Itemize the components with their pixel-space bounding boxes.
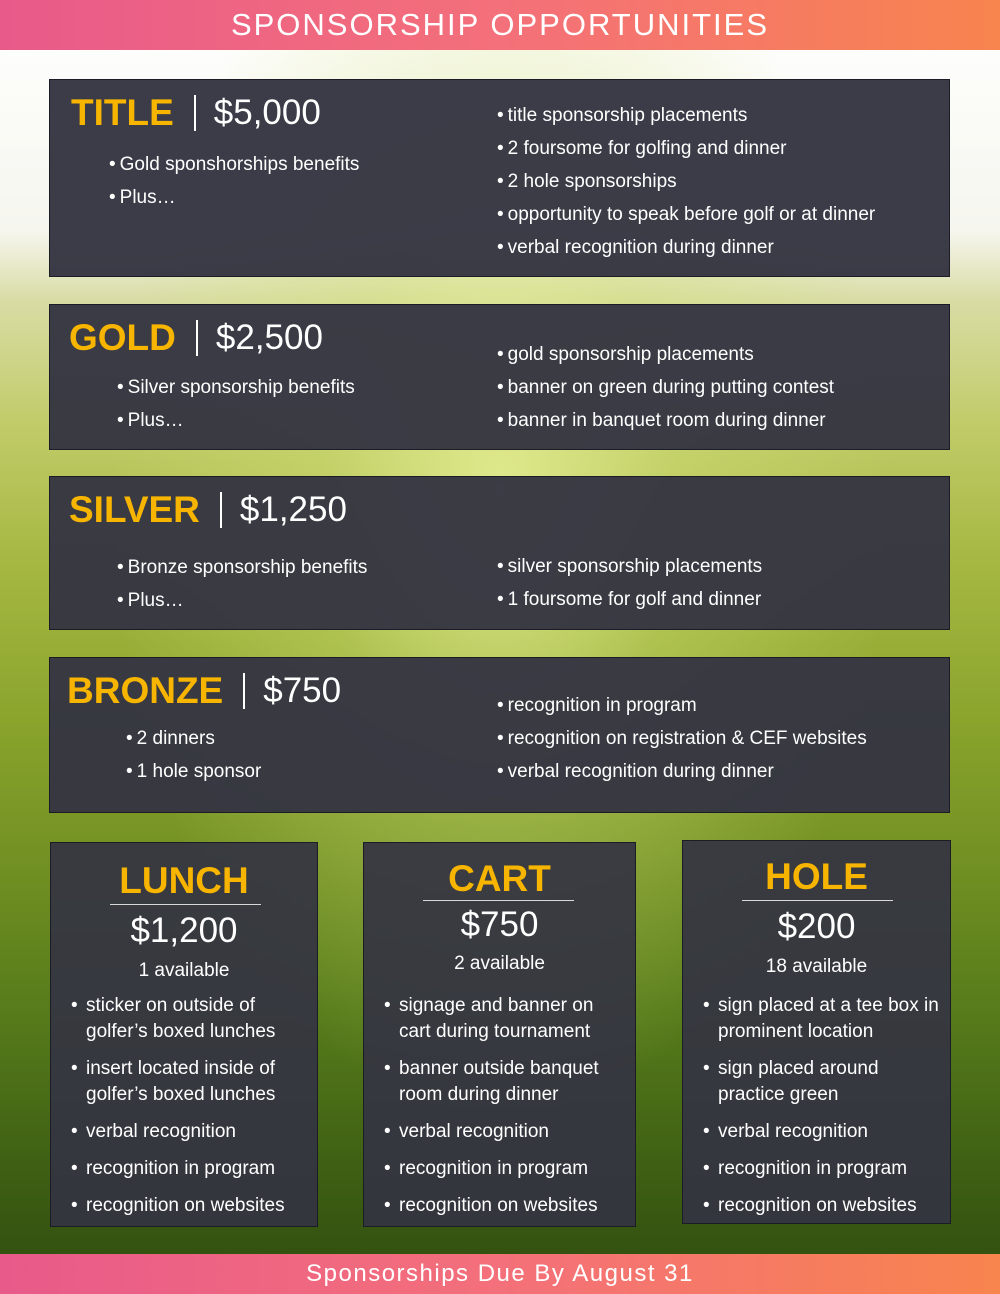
tier-left-list [126,722,261,788]
tier-right-list [497,338,834,437]
list-item: • silver sponsorship placements [497,550,762,583]
list-item: • Plus… [109,181,359,214]
list-item: • verbal recognition during dinner [497,755,867,788]
list-item: • gold sponsorship placements [497,338,834,371]
tier-name: BRONZE [67,670,224,711]
tier-name: TITLE [71,92,174,133]
tier-header [69,317,323,359]
list-item: • verbal recognition [384,1119,629,1145]
list-item: • sticker on outside of golfer’s boxed lunches [71,993,311,1045]
tier-name: GOLD [69,317,176,358]
tier-header [69,489,347,531]
list-item: • recognition on websites [71,1193,311,1219]
list-item: • 1 foursome for golf and dinner [497,583,762,616]
list-item: • 2 hole sponsorships [497,165,875,198]
divider [243,673,245,709]
divider [194,95,196,131]
card-price: $750 [460,905,539,944]
card-availability: 2 available [454,953,545,974]
card-benefits-list [384,993,629,1230]
tier-header [67,670,341,712]
list-item: • title sponsorship placements [497,99,875,132]
list-item: • sign placed at a tee box in prominent location [703,993,944,1045]
card-lunch [50,842,318,1227]
list-item: • banner in banquet room during dinner [497,404,834,437]
card-cart [363,842,636,1227]
list-item: • verbal recognition [703,1119,944,1145]
card-name: LUNCH [119,860,249,901]
list-item: • recognition in program [703,1156,944,1182]
tier-gold [49,304,950,450]
divider [110,904,261,905]
card-name: HOLE [765,856,868,897]
divider [220,492,222,528]
card-availability: 18 available [765,956,868,977]
tier-title [49,79,950,277]
divider [196,320,198,356]
card-price: $1,200 [130,911,238,950]
tier-price: $750 [263,671,342,710]
list-item: • verbal recognition [71,1119,311,1145]
list-item: • Plus… [117,584,367,617]
list-item: • 1 hole sponsor [126,755,261,788]
page-title: SPONSORSHIP OPPORTUNITIES [230,7,770,42]
tier-price: $2,500 [215,318,323,357]
card-hole [682,840,951,1224]
tier-price: $5,000 [213,93,321,132]
footer-banner [0,1254,1000,1294]
due-date-text: Sponsorships Due By August 31 [306,1260,694,1287]
list-item: • recognition on websites [703,1193,944,1219]
tier-bronze [49,657,950,813]
tier-right-list [497,550,762,616]
list-item: • sign placed around practice green [703,1056,944,1108]
header-banner [0,0,1000,50]
card-availability: 1 available [138,960,230,981]
list-item: • Bronze sponsorship benefits [117,551,367,584]
divider [423,900,574,901]
tier-silver [49,476,950,630]
tier-left-list [117,371,355,437]
card-price: $200 [777,907,856,946]
list-item: • signage and banner on cart during tournament [384,993,629,1045]
list-item: • recognition on registration & CEF websites [497,722,867,755]
list-item: • recognition in program [497,689,867,722]
tier-right-list [497,689,867,788]
list-item: • recognition in program [71,1156,311,1182]
tier-right-list [497,99,875,264]
list-item: • banner on green during putting contest [497,371,834,404]
list-item: • recognition in program [384,1156,629,1182]
list-item: • 2 dinners [126,722,261,755]
list-item: • verbal recognition during dinner [497,231,875,264]
tier-name: SILVER [69,489,200,530]
divider [742,900,893,901]
list-item: • Silver sponsorship benefits [117,371,355,404]
list-item: • insert located inside of golfer’s boxed lunches [71,1056,311,1108]
tier-header [71,92,321,134]
tier-price: $1,250 [239,490,347,529]
list-item: • banner outside banquet room during dinner [384,1056,629,1108]
tier-left-list [117,551,367,617]
list-item: • Gold sponshorships benefits [109,148,359,181]
card-benefits-list [703,993,944,1230]
tier-left-list [109,148,359,214]
list-item: • opportunity to speak before golf or at dinner [497,198,875,231]
list-item: • Plus… [117,404,355,437]
card-benefits-list [71,993,311,1230]
card-name: CART [448,858,551,899]
list-item: • 2 foursome for golfing and dinner [497,132,875,165]
list-item: • recognition on websites [384,1193,629,1219]
